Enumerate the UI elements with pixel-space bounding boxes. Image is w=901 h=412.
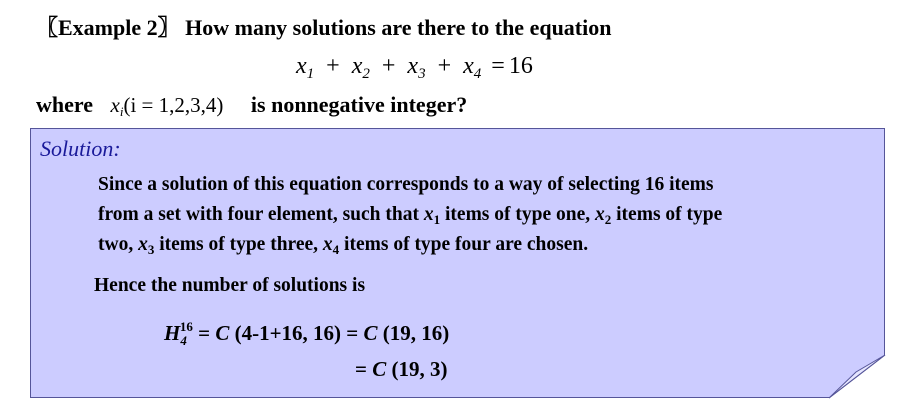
formula-args-2: (19, 16) <box>377 321 450 345</box>
formula2-args: (19, 3) <box>386 357 448 381</box>
formula-H: H <box>164 321 181 345</box>
para3-sub-3: 3 <box>147 242 155 257</box>
eq-plus-2: + <box>381 53 396 79</box>
para3-var-3: x <box>138 234 148 255</box>
example-question: How many solutions are there to the equation <box>185 15 612 40</box>
eq-sub-4: 4 <box>473 66 482 82</box>
eq-var-3: x <box>407 53 419 79</box>
hence-line: Hence the number of solutions is <box>94 275 366 296</box>
eq-sub-2: 2 <box>362 66 370 82</box>
eq-sub-1: 1 <box>306 66 315 82</box>
eq-var-2: x <box>351 53 363 79</box>
formula2-C: C <box>372 357 387 381</box>
formula-line-2 <box>355 354 447 384</box>
eq-sub-3: 3 <box>418 66 426 82</box>
example-label: 〖Example 2〗 <box>36 15 180 40</box>
condition-tail: is nonnegative integer? <box>250 92 468 117</box>
condition-sub: i <box>119 104 124 119</box>
formula-H-sub: 4 <box>180 333 187 348</box>
eq-equals: = <box>491 53 505 79</box>
para3-sub-4: 4 <box>332 242 340 257</box>
formula2-eq: = <box>355 357 373 381</box>
formula-eq-1: = <box>192 321 216 345</box>
para2-var-1: x <box>423 204 434 225</box>
para2-text-a: from a set with four element, such that <box>98 204 424 225</box>
formula-H-sup: 16 <box>179 319 193 334</box>
para3-text-a: two, <box>98 234 139 255</box>
formula-line-1 <box>164 318 449 351</box>
para2-text-c: items of type <box>611 204 723 225</box>
eq-plus-3: + <box>437 53 452 79</box>
formula-C-1: C <box>215 321 230 345</box>
para3-var-4: x <box>322 234 333 255</box>
eq-plus-1: + <box>326 53 340 79</box>
condition-rest: (i = 1,2,3,4) <box>123 93 224 117</box>
para3-text-c: items of type four are chosen. <box>339 234 589 255</box>
solution-paragraph-line-1: Since a solution of this equation corresponds to a way of selecting 16 items <box>98 174 714 195</box>
eq-var-4: x <box>463 53 474 79</box>
solution-paragraph-line-3 <box>98 230 588 265</box>
eq-var-1: x <box>296 53 307 79</box>
eq-rhs: 16 <box>508 53 533 79</box>
para2-text-b: items of type one, <box>440 204 596 225</box>
formula-C-2: C <box>363 321 378 345</box>
para3-text-b: items of type three, <box>154 234 323 255</box>
para2-sub-1: 1 <box>433 212 441 227</box>
where-word: where <box>36 92 94 117</box>
formula-args-1: (4-1+16, 16) = <box>229 321 364 345</box>
condition-var: x <box>110 93 120 117</box>
para2-var-2: x <box>595 204 605 225</box>
solution-label: Solution: <box>40 136 121 161</box>
para2-sub-2: 2 <box>604 212 612 227</box>
